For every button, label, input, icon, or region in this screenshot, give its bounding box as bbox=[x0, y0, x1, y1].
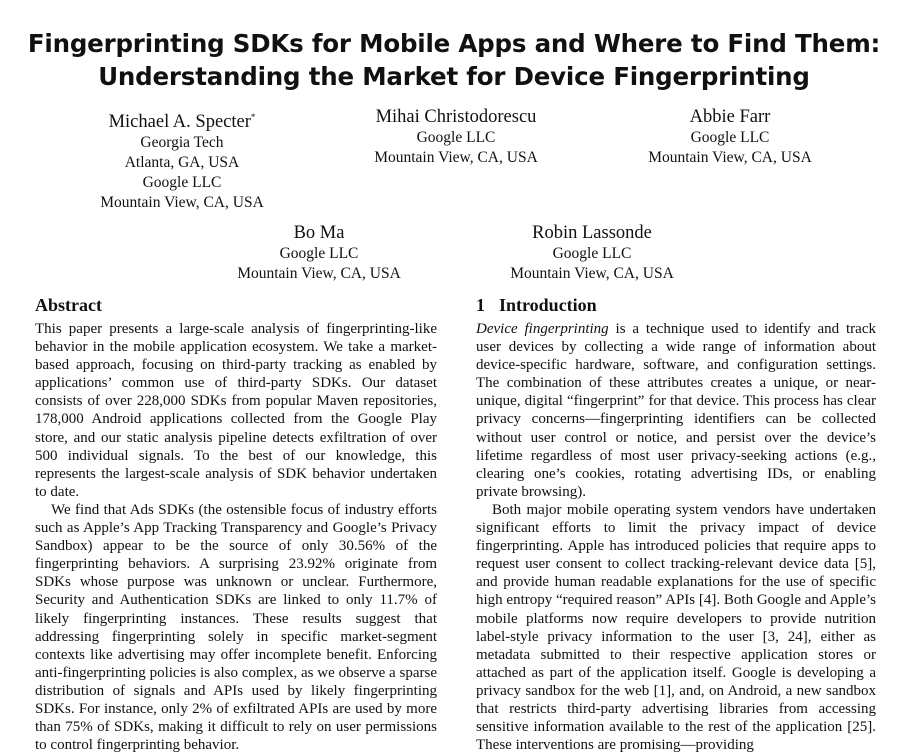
author-block bbox=[62, 106, 302, 213]
abstract-paragraph: This paper presents a large-scale analysis of fingerprinting-like behavior in the mobile application ecosystem. We take a market-based approach, focusing on third-party tracking as enabled by applications’ common use of third-party SDKs. Our dataset consists of over 228,000 SDKs from popular Maven repositories, 178,000 Android applications collected from the Google Play store, and our static analysis pipeline detects exfiltration of over 500 individual signals. To the best of our knowledge, this represents the largest-scale analysis of SDK behavior undertaken to date. bbox=[35, 321, 437, 500]
author-name: Robin Lassonde bbox=[532, 223, 652, 243]
affiliation-line: Google LLC bbox=[416, 129, 496, 146]
affiliation-line: Georgia Tech bbox=[140, 134, 224, 152]
affiliation-line: Mountain View, CA, USA bbox=[374, 149, 538, 166]
introduction-body bbox=[476, 320, 876, 754]
author-name: Mihai Christodorescu bbox=[375, 107, 537, 127]
abstract-paragraph: We find that Ads SDKs (the ostensible focus of industry efforts such as Apple’s App Tracking Transparency and Google’s Privacy Sandbox) appear to be the source of only 30.56% of the fingerprinting behaviors. A surprising 23.92% originate from SDKs whose purpose was unknown or unclear. Furthermore, Security and Authentication SDKs are linked to only 11.7% of likely fingerprinting instances. These results suggest that addressing fingerprinting solely in specific market-segment contexts like advertising may offer incomplete benefit. Enforcing anti-fingerprinting policies is also complex, as we observe a sparse distribution of signals and APIs used by likely fingerprinting SDKs. For instance, only 2% of exfiltrated APIs are used by more than 75% of SDKs, making it difficult to rely on user permissions to control fingerprinting behavior. bbox=[35, 501, 437, 754]
title-line-2: Understanding the Market for Device Fingerprinting bbox=[98, 62, 810, 91]
author-name: Bo Ma bbox=[293, 223, 345, 243]
author-block bbox=[610, 106, 850, 168]
affiliation-line: Mountain View, CA, USA bbox=[648, 149, 812, 166]
intro-paragraph: Both major mobile operating system vendors have undertaken significant efforts to limit the privacy impact of device fingerprinting. Apple has introduced policies that require apps to request user consent to collect tracking-relevant device data [5], and provide human readable explanations for the use of specific high entropy “required reason” APIs [4]. Both Google and Apple’s mobile platforms now require developers to provide nutrition label-style privacy information to the user [3, 24], either as metadata submitted to their respective application stores or attached as part of the application itself. Google is developing a privacy sandbox for the web [1], and, on Android, a new sandbox that restricts third-party advertising libraries from accessing sensitive information available to the rest of the application [25]. These interventions are promising—providing bbox=[476, 501, 876, 754]
section-title: Introduction bbox=[499, 295, 597, 315]
author-block bbox=[472, 222, 712, 284]
author-name: Abbie Farr bbox=[689, 107, 771, 127]
intro-paragraph: Device fingerprinting is a technique used to identify and track user devices by collecting a wide range of information about device-specific hardware, software, and configuration settings. The combination of these attributes creates a unique, or near-unique, digital “fingerprint” for that device. This process has clear privacy concerns—fingerprinting identifiers can be collected without user control or notice, and persist over the device’s lifetime regardless of most user privacy-seeking actions (e.g., clearing one’s cookies, rotating advertising IDs, or enabling private browsing). bbox=[476, 321, 876, 500]
abstract-heading: Abstract bbox=[35, 295, 102, 315]
section-number: 1 bbox=[476, 295, 485, 315]
abstract-body bbox=[35, 320, 437, 754]
affiliation-line: Google LLC bbox=[142, 174, 222, 192]
author-footnote-mark: * bbox=[250, 112, 256, 122]
affiliation-line: Atlanta, GA, USA bbox=[124, 154, 240, 172]
author-block bbox=[199, 222, 439, 284]
affiliation-line: Google LLC bbox=[279, 245, 359, 262]
intro-term: Device fingerprinting bbox=[476, 321, 609, 337]
affiliation-line: Google LLC bbox=[552, 245, 632, 262]
affiliation-line: Mountain View, CA, USA bbox=[510, 265, 674, 282]
introduction-heading bbox=[476, 294, 597, 316]
title-line-1: Fingerprinting SDKs for Mobile Apps and Where to Find Them: bbox=[27, 29, 881, 58]
paper-title bbox=[0, 27, 908, 93]
author-name: Michael A. Specter bbox=[108, 112, 251, 133]
affiliation-line: Mountain View, CA, USA bbox=[237, 265, 401, 282]
author-block bbox=[336, 106, 576, 168]
affiliation-line: Google LLC bbox=[690, 129, 770, 146]
affiliation-line: Mountain View, CA, USA bbox=[100, 194, 264, 212]
